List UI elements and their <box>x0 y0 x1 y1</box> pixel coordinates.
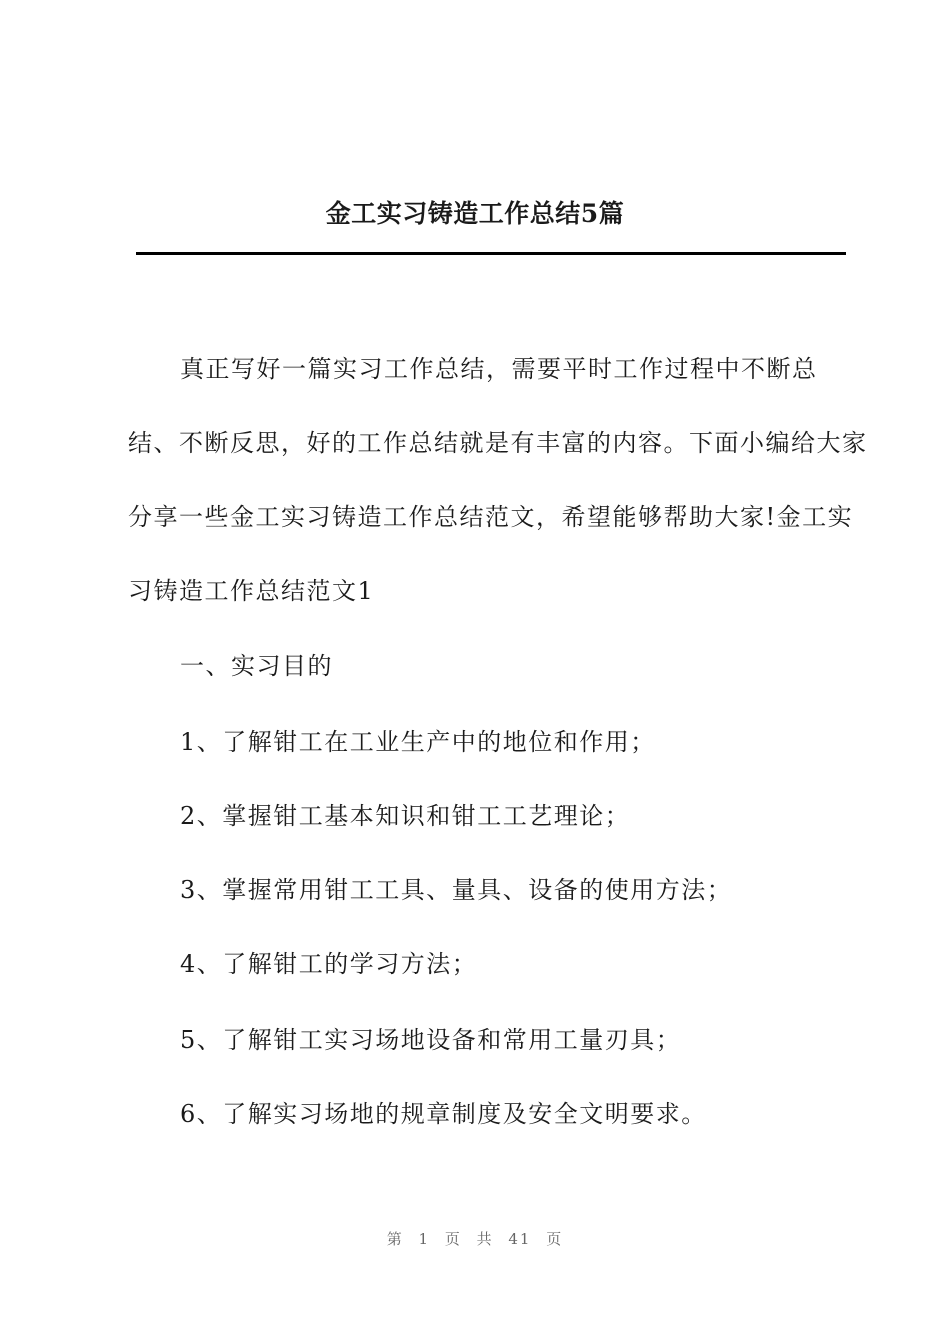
list-item: 5、了解钳工实习场地设备和常用工量刃具； <box>180 1026 682 1054</box>
title-underline <box>136 252 846 255</box>
intro-paragraph: 真正写好一篇实习工作总结，需要平时工作过程中不断总结、不断反思，好的工作总结就是有丰富的内容。下面小编给大家分享一些金工实习铸造工作总结范文，希望能够帮助大家!金工实习铸造工作总结范文1 <box>128 355 868 605</box>
list-item: 3、掌握常用钳工工具、量具、设备的使用方法； <box>180 876 733 904</box>
list-item: 1、了解钳工在工业生产中的地位和作用； <box>180 728 656 756</box>
list-item: 6、了解实习场地的规章制度及安全文明要求。 <box>180 1100 707 1128</box>
list-item: 2、掌握钳工基本知识和钳工工艺理论； <box>180 802 631 830</box>
list-item: 4、了解钳工的学习方法； <box>180 950 478 978</box>
document-title: 金工实习铸造工作总结5篇 <box>325 199 625 228</box>
page-number: 第 1 页 共 41 页 <box>386 1230 564 1248</box>
section-heading: 一、实习目的 <box>180 652 333 680</box>
